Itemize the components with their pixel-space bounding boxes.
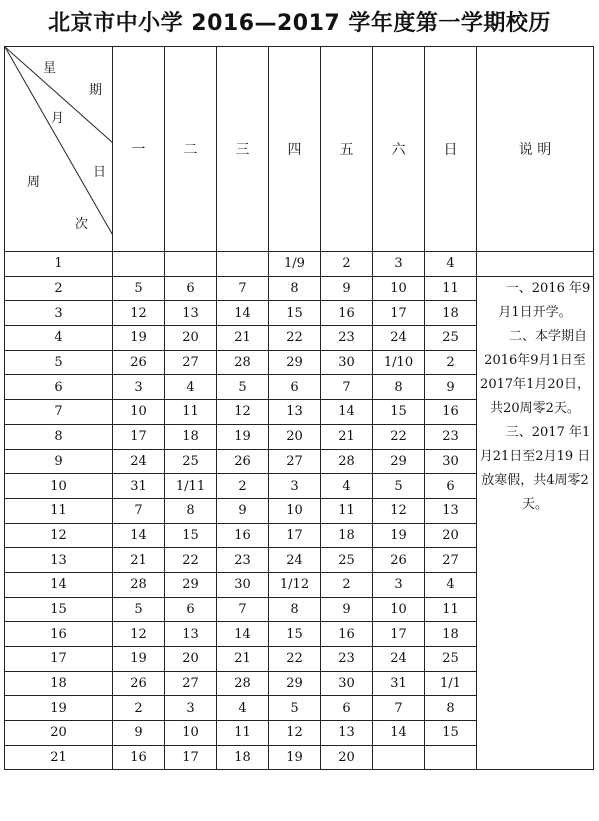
date-cell: 22 bbox=[269, 326, 321, 351]
date-cell: 22 bbox=[165, 548, 217, 573]
date-cell: 5 bbox=[269, 696, 321, 721]
day-header-tue: 二 bbox=[165, 47, 217, 252]
date-cell: 12 bbox=[373, 498, 425, 523]
week-number-cell: 2 bbox=[5, 276, 113, 301]
date-cell: 7 bbox=[321, 375, 373, 400]
date-cell: 20 bbox=[165, 647, 217, 672]
date-cell: 27 bbox=[165, 350, 217, 375]
date-cell: 29 bbox=[269, 671, 321, 696]
date-cell: 10 bbox=[269, 498, 321, 523]
date-cell: 2 bbox=[425, 350, 477, 375]
date-cell: 23 bbox=[321, 326, 373, 351]
date-cell: 17 bbox=[269, 523, 321, 548]
date-cell: 7 bbox=[217, 597, 269, 622]
header-row bbox=[5, 47, 594, 252]
date-cell: 26 bbox=[113, 350, 165, 375]
date-cell: 24 bbox=[373, 647, 425, 672]
date-cell: 2 bbox=[321, 252, 373, 277]
date-cell: 4 bbox=[321, 474, 373, 499]
week-number-cell: 13 bbox=[5, 548, 113, 573]
date-cell: 25 bbox=[321, 548, 373, 573]
date-cell: 21 bbox=[217, 326, 269, 351]
date-cell: 17 bbox=[113, 424, 165, 449]
date-cell: 13 bbox=[321, 721, 373, 746]
week-number-cell: 7 bbox=[5, 400, 113, 425]
date-cell: 15 bbox=[269, 301, 321, 326]
date-cell bbox=[217, 252, 269, 277]
day-header-mon: 一 bbox=[113, 47, 165, 252]
notes-cell bbox=[477, 276, 594, 770]
date-cell: 16 bbox=[217, 523, 269, 548]
date-cell: 30 bbox=[321, 671, 373, 696]
date-cell: 19 bbox=[113, 647, 165, 672]
date-cell: 12 bbox=[113, 301, 165, 326]
date-cell: 19 bbox=[217, 424, 269, 449]
date-cell: 1/9 bbox=[269, 252, 321, 277]
notes-header: 说 明 bbox=[477, 47, 594, 252]
week-number-cell: 15 bbox=[5, 597, 113, 622]
date-cell: 11 bbox=[165, 400, 217, 425]
date-cell: 28 bbox=[217, 350, 269, 375]
school-calendar-table bbox=[4, 46, 594, 770]
date-cell: 15 bbox=[425, 721, 477, 746]
date-cell: 16 bbox=[425, 400, 477, 425]
date-cell: 2 bbox=[217, 474, 269, 499]
date-cell: 26 bbox=[217, 449, 269, 474]
date-cell: 25 bbox=[165, 449, 217, 474]
day-header-sat: 六 bbox=[373, 47, 425, 252]
week-number-cell: 3 bbox=[5, 301, 113, 326]
date-cell: 16 bbox=[321, 622, 373, 647]
week-number-cell: 16 bbox=[5, 622, 113, 647]
week-number-cell: 12 bbox=[5, 523, 113, 548]
date-cell: 14 bbox=[217, 622, 269, 647]
date-cell: 4 bbox=[425, 572, 477, 597]
week-number-cell: 9 bbox=[5, 449, 113, 474]
date-cell: 1/11 bbox=[165, 474, 217, 499]
day-header-fri: 五 bbox=[321, 47, 373, 252]
week-number-cell: 10 bbox=[5, 474, 113, 499]
date-cell: 11 bbox=[321, 498, 373, 523]
date-cell: 20 bbox=[165, 326, 217, 351]
date-cell: 25 bbox=[425, 647, 477, 672]
week-number-cell: 6 bbox=[5, 375, 113, 400]
date-cell bbox=[373, 745, 425, 770]
date-cell: 28 bbox=[321, 449, 373, 474]
date-cell: 6 bbox=[269, 375, 321, 400]
date-cell: 31 bbox=[113, 474, 165, 499]
date-cell: 19 bbox=[269, 745, 321, 770]
date-cell: 4 bbox=[217, 696, 269, 721]
date-cell: 16 bbox=[113, 745, 165, 770]
week-number-cell: 14 bbox=[5, 572, 113, 597]
day-header-sun: 日 bbox=[425, 47, 477, 252]
week-number-cell: 5 bbox=[5, 350, 113, 375]
date-cell: 6 bbox=[425, 474, 477, 499]
date-cell: 17 bbox=[373, 301, 425, 326]
week-number-cell: 19 bbox=[5, 696, 113, 721]
date-cell: 30 bbox=[217, 572, 269, 597]
date-cell: 7 bbox=[373, 696, 425, 721]
date-cell: 23 bbox=[217, 548, 269, 573]
diagonal-lines bbox=[5, 47, 113, 251]
date-cell: 19 bbox=[113, 326, 165, 351]
date-cell: 12 bbox=[269, 721, 321, 746]
date-cell: 4 bbox=[425, 252, 477, 277]
date-cell: 4 bbox=[165, 375, 217, 400]
date-cell: 14 bbox=[321, 400, 373, 425]
date-cell: 31 bbox=[373, 671, 425, 696]
date-cell bbox=[113, 252, 165, 277]
page-title: 北京市中小学 2016—2017 学年度第一学期校历 bbox=[48, 11, 551, 36]
date-cell: 18 bbox=[217, 745, 269, 770]
date-cell: 11 bbox=[425, 276, 477, 301]
corner-label-zhou: 周 bbox=[27, 175, 41, 190]
date-cell: 8 bbox=[425, 696, 477, 721]
date-cell: 28 bbox=[113, 572, 165, 597]
corner-label-ci: 次 bbox=[75, 217, 89, 232]
date-cell: 8 bbox=[269, 597, 321, 622]
date-cell: 3 bbox=[165, 696, 217, 721]
date-cell: 3 bbox=[113, 375, 165, 400]
date-cell: 10 bbox=[373, 597, 425, 622]
date-cell: 29 bbox=[165, 572, 217, 597]
date-cell: 6 bbox=[165, 597, 217, 622]
date-cell: 7 bbox=[217, 276, 269, 301]
date-cell: 21 bbox=[217, 647, 269, 672]
date-cell: 18 bbox=[321, 523, 373, 548]
date-cell: 22 bbox=[269, 647, 321, 672]
date-cell: 29 bbox=[373, 449, 425, 474]
date-cell: 18 bbox=[165, 424, 217, 449]
date-cell: 12 bbox=[217, 400, 269, 425]
table-row bbox=[5, 276, 594, 301]
date-cell: 12 bbox=[113, 622, 165, 647]
date-cell: 13 bbox=[425, 498, 477, 523]
date-cell: 8 bbox=[373, 375, 425, 400]
calendar-body bbox=[5, 252, 594, 770]
date-cell: 22 bbox=[373, 424, 425, 449]
date-cell bbox=[165, 252, 217, 277]
date-cell: 15 bbox=[165, 523, 217, 548]
date-cell: 29 bbox=[269, 350, 321, 375]
date-cell: 10 bbox=[373, 276, 425, 301]
date-cell: 13 bbox=[165, 301, 217, 326]
week-number-cell: 8 bbox=[5, 424, 113, 449]
week-number-cell: 20 bbox=[5, 721, 113, 746]
corner-label-qi: 期 bbox=[89, 83, 103, 98]
date-cell: 24 bbox=[113, 449, 165, 474]
date-cell: 23 bbox=[321, 647, 373, 672]
date-cell: 20 bbox=[321, 745, 373, 770]
notes-blank-cell bbox=[477, 252, 594, 277]
date-cell: 3 bbox=[373, 252, 425, 277]
date-cell: 26 bbox=[113, 671, 165, 696]
date-cell: 25 bbox=[425, 326, 477, 351]
date-cell: 11 bbox=[425, 597, 477, 622]
date-cell: 20 bbox=[269, 424, 321, 449]
date-cell: 27 bbox=[425, 548, 477, 573]
date-cell: 5 bbox=[373, 474, 425, 499]
week-number-cell: 17 bbox=[5, 647, 113, 672]
date-cell: 9 bbox=[321, 597, 373, 622]
date-cell: 7 bbox=[113, 498, 165, 523]
date-cell: 15 bbox=[269, 622, 321, 647]
date-cell: 14 bbox=[113, 523, 165, 548]
date-cell: 19 bbox=[373, 523, 425, 548]
date-cell: 15 bbox=[373, 400, 425, 425]
date-cell: 24 bbox=[373, 326, 425, 351]
date-cell: 21 bbox=[113, 548, 165, 573]
date-cell: 1/10 bbox=[373, 350, 425, 375]
note-paragraph: 三、2017 年1月21日至2月19 日放寒假，共4周零2天。 bbox=[479, 424, 591, 512]
date-cell: 17 bbox=[165, 745, 217, 770]
date-cell: 3 bbox=[269, 474, 321, 499]
note-paragraph: 二、本学期自2016年9月1日至2017年1月20日，共20周零2天。 bbox=[480, 328, 590, 416]
note-paragraph: 一、2016 年9月1日开学。 bbox=[498, 280, 591, 320]
week-number-cell: 21 bbox=[5, 745, 113, 770]
date-cell: 20 bbox=[425, 523, 477, 548]
corner-header-cell bbox=[5, 47, 113, 252]
date-cell: 10 bbox=[113, 400, 165, 425]
date-cell: 10 bbox=[165, 721, 217, 746]
date-cell: 30 bbox=[321, 350, 373, 375]
date-cell: 28 bbox=[217, 671, 269, 696]
date-cell: 13 bbox=[165, 622, 217, 647]
date-cell: 24 bbox=[269, 548, 321, 573]
date-cell: 9 bbox=[321, 276, 373, 301]
week-number-cell: 4 bbox=[5, 326, 113, 351]
date-cell: 27 bbox=[165, 671, 217, 696]
day-header-thu: 四 bbox=[269, 47, 321, 252]
date-cell: 3 bbox=[373, 572, 425, 597]
date-cell: 9 bbox=[425, 375, 477, 400]
date-cell: 5 bbox=[113, 597, 165, 622]
date-cell: 5 bbox=[217, 375, 269, 400]
date-cell: 1/1 bbox=[425, 671, 477, 696]
date-cell: 6 bbox=[321, 696, 373, 721]
date-cell: 14 bbox=[217, 301, 269, 326]
date-cell: 9 bbox=[113, 721, 165, 746]
week-number-cell: 1 bbox=[5, 252, 113, 277]
date-cell: 6 bbox=[165, 276, 217, 301]
date-cell: 8 bbox=[165, 498, 217, 523]
corner-label-ri: 日 bbox=[93, 165, 107, 180]
date-cell: 11 bbox=[217, 721, 269, 746]
corner-label-yue: 月 bbox=[51, 111, 65, 126]
date-cell: 2 bbox=[321, 572, 373, 597]
date-cell: 13 bbox=[269, 400, 321, 425]
date-cell: 2 bbox=[113, 696, 165, 721]
week-number-cell: 11 bbox=[5, 498, 113, 523]
date-cell: 1/12 bbox=[269, 572, 321, 597]
table-row bbox=[5, 252, 594, 277]
date-cell: 17 bbox=[373, 622, 425, 647]
date-cell: 5 bbox=[113, 276, 165, 301]
date-cell: 16 bbox=[321, 301, 373, 326]
week-number-cell: 18 bbox=[5, 671, 113, 696]
date-cell: 18 bbox=[425, 301, 477, 326]
corner-label-xing: 星 bbox=[43, 61, 57, 76]
day-header-wed: 三 bbox=[217, 47, 269, 252]
date-cell: 27 bbox=[269, 449, 321, 474]
date-cell: 21 bbox=[321, 424, 373, 449]
date-cell: 23 bbox=[425, 424, 477, 449]
date-cell: 9 bbox=[217, 498, 269, 523]
date-cell: 30 bbox=[425, 449, 477, 474]
date-cell bbox=[425, 745, 477, 770]
date-cell: 8 bbox=[269, 276, 321, 301]
date-cell: 14 bbox=[373, 721, 425, 746]
date-cell: 18 bbox=[425, 622, 477, 647]
date-cell: 26 bbox=[373, 548, 425, 573]
